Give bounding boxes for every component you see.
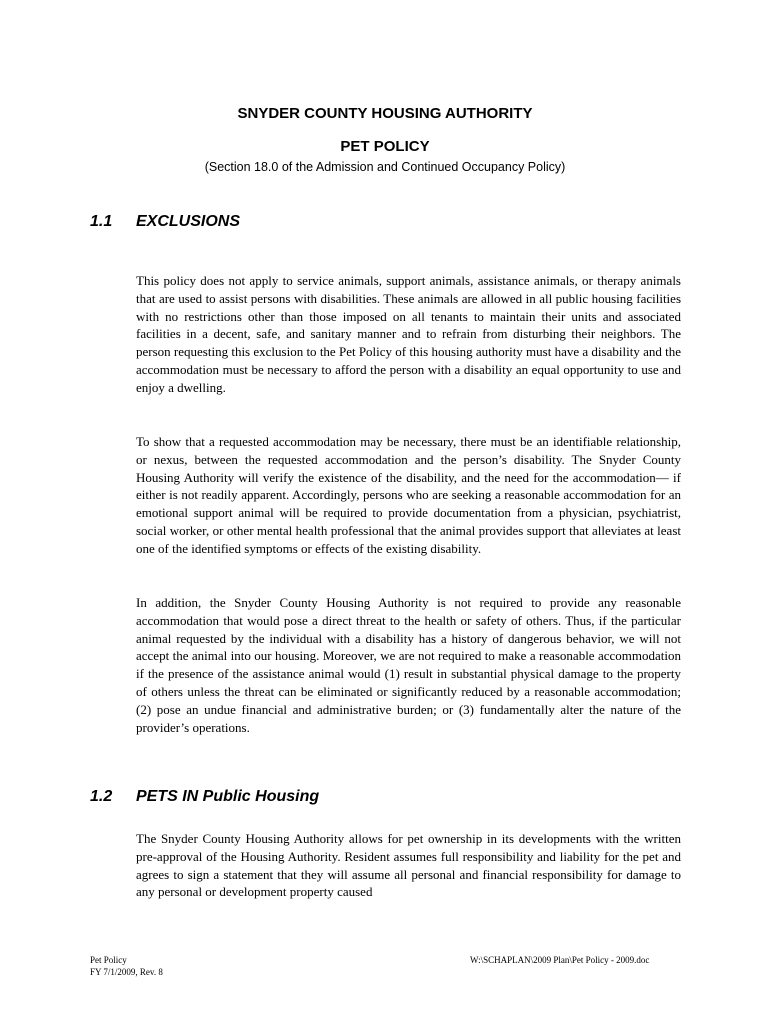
document-subtitle: PET POLICY bbox=[340, 138, 430, 155]
section-number: 1.2 bbox=[90, 788, 113, 805]
paragraph: The Snyder County Housing Authority allows for pet ownership in its developments with the written pre-approval of the Housing Authority. Resident assumes full responsibility and liability for the pet and agrees to sign a statement that they will assume all personal and financial responsibility for damage to any personal or development property caused bbox=[136, 831, 681, 900]
footer-file-path: W:\SCHAPLAN\2009 Plan\Pet Policy - 2009.doc bbox=[470, 955, 650, 965]
paragraph: This policy does not apply to service animals, support animals, assistance animals, or therapy animals that are used to assist persons with disabilities. These animals are allowed in all public housing facilities with no restrictions other than those imposed on all tenants to maintain their units and associated facilities in a decent, safe, and sanitary manner and to refrain from disturbing their neighbors. The person requesting this exclusion to the Pet Policy of this housing authority must have a disability and the accommodation must be necessary to afford the person with a disability an equal opportunity to use and enjoy a dwelling. bbox=[136, 273, 681, 395]
document-note: (Section 18.0 of the Admission and Continued Occupancy Policy) bbox=[204, 160, 566, 174]
paragraph: In addition, the Snyder County Housing Authority is not required to provide any reasonable accommodation that would pose a direct threat to the health or safety of others. Thus, if the particular animal requested by the individual with a disability has a history of dangerous behavior, we will not accept the animal into our housing. Moreover, we are not required to make a reasonable accommodation if the presence of the assistance animal would (1) result in substantial physical damage to the property of others unless the threat can be eliminated or significantly reduced by a reasonable accommodation; (2) pose an undue financial and administrative burden; or (3) fundamentally alter the nature of the provider’s operations. bbox=[136, 595, 681, 735]
section-heading-pets bbox=[90, 788, 319, 806]
paragraph: To show that a requested accommodation may be necessary, there must be an identifiable relationship, or nexus, between the requested accommodation and the person’s disability. The Snyder County Housing Authority will verify the existence of the disability, and the need for the accommodation— if either is not readily apparent. Accordingly, persons who are seeking a reasonable accommodation for an emotional support animal will be required to provide documentation from a physician, psychiatrist, social worker, or other mental health professional that the animal provides support that alleviates at least one of the identified symptoms or effects of the existing disability. bbox=[136, 434, 681, 556]
footer-revision: FY 7/1/2009, Rev. 8 bbox=[90, 967, 163, 977]
footer-doc-name: Pet Policy bbox=[90, 955, 127, 965]
section-title: PETS IN Public Housing bbox=[136, 788, 320, 805]
section-title: EXCLUSIONS bbox=[136, 213, 241, 230]
document-title: SNYDER COUNTY HOUSING AUTHORITY bbox=[237, 105, 533, 122]
section-heading-exclusions bbox=[90, 213, 240, 231]
footer-left bbox=[90, 954, 163, 978]
section-number: 1.1 bbox=[90, 213, 113, 230]
